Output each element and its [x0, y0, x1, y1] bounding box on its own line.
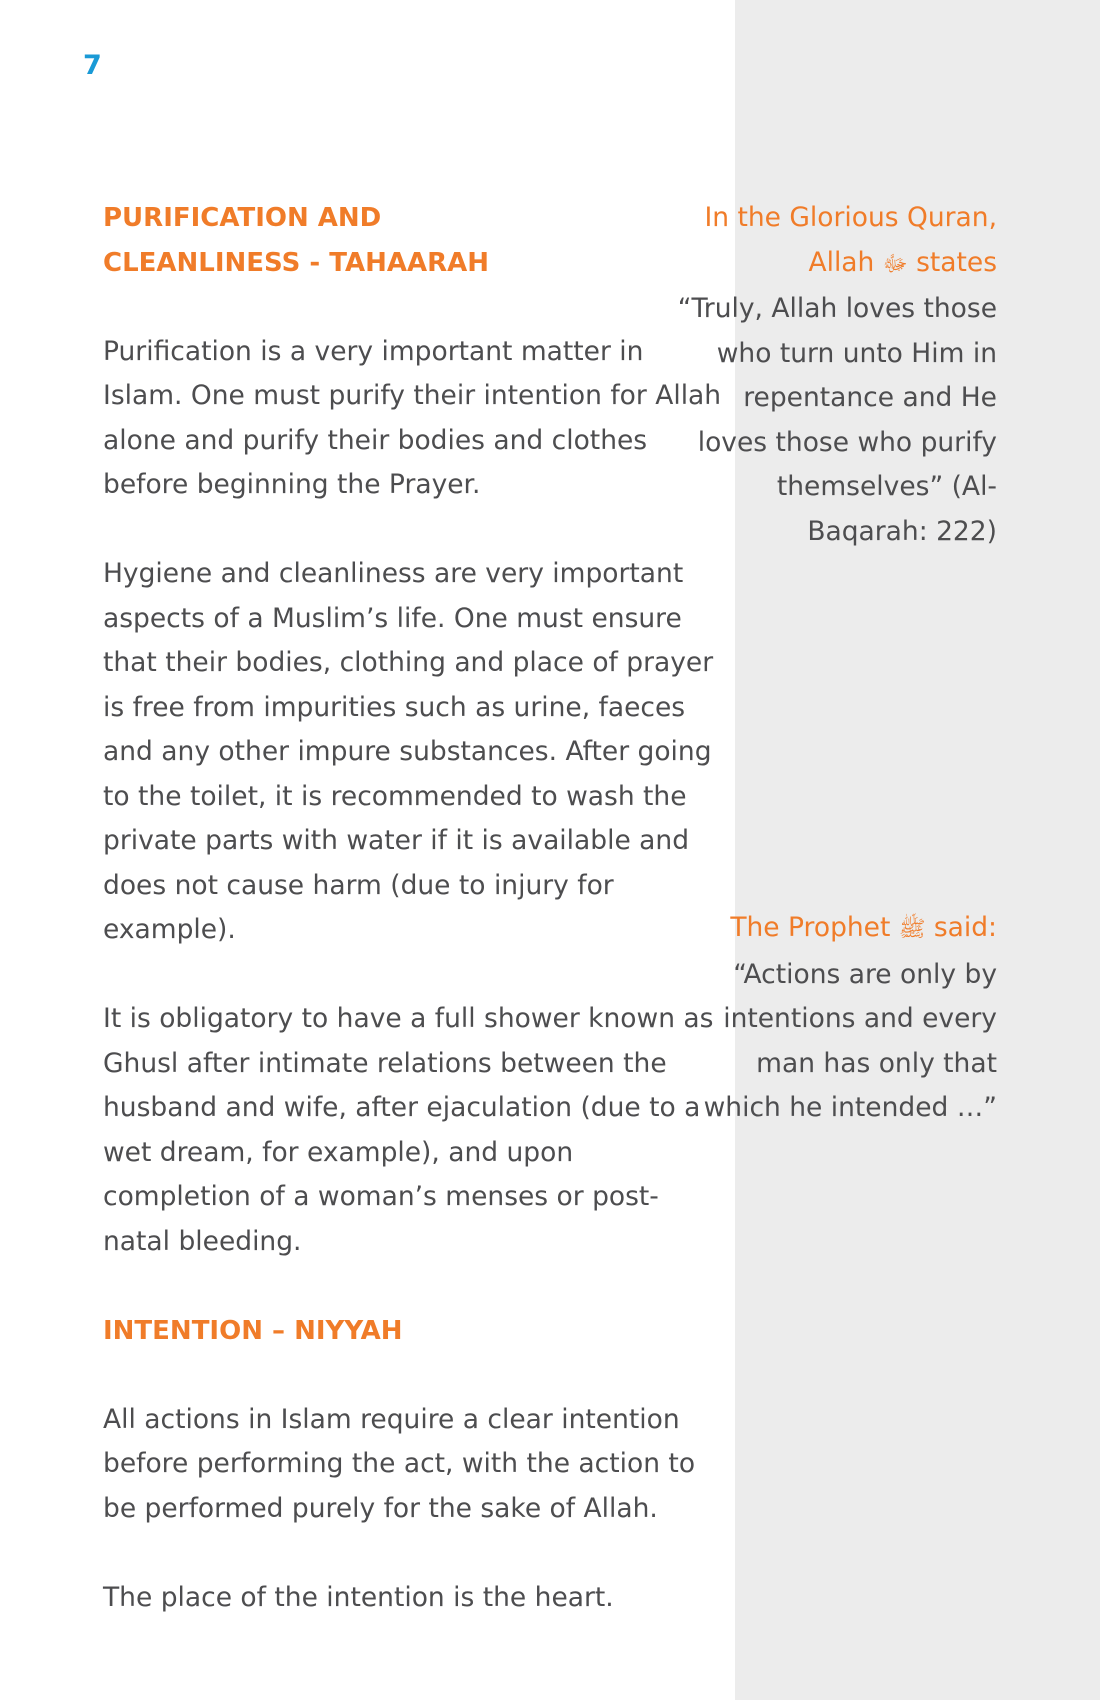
paragraph-purification-intro: Purification is a very important matter in Islam. One must purify their intention for Allah alone and purify their bodies and clothes before beginning the Prayer.: [103, 335, 722, 500]
hadith-quote-block: [677, 906, 997, 1131]
quran-quote-intro: [677, 196, 997, 287]
section-heading-intention: INTENTION – NIYYAH: [103, 1315, 403, 1346]
quran-quote-intro-text: In the Glorious Quran, Allah: [704, 202, 997, 278]
paragraph-ghusl: It is obligatory to have a full shower known as Ghusl after intimate relations between the husband and wife, after ejaculation (due to a wet dream, for example), and upon completion of a woman’s menses or post-natal bleeding.: [103, 1003, 714, 1257]
main-content: [103, 196, 723, 1665]
section-heading-purification: PURIFICATION AND CLEANLINESS - TAHAARAH: [103, 203, 489, 278]
paragraph-hygiene: Hygiene and cleanliness are very important aspects of a Muslim’s life. One must ensure that their bodies, clothing and place of prayer is free from impurities such as urine, faeces and any other impure substances. After going to the toilet, it is recommended to wash the private parts with water if it is available and does not cause harm (due to injury for example).: [103, 558, 714, 945]
honorific-symbol-prophet: ﷺ: [898, 917, 926, 942]
hadith-quote-text: “Actions are only by intentions and every man has only that which he intended …”: [703, 958, 997, 1123]
hadith-quote-intro-text: The Prophet: [730, 912, 891, 943]
hadith-quote-intro-verb: said:: [933, 912, 997, 943]
hadith-quote-intro: [677, 906, 997, 953]
paragraph-heart: The place of the intention is the heart.: [103, 1581, 614, 1613]
quran-quote-intro-verb: states: [916, 246, 997, 278]
paragraph-intention: All actions in Islam require a clear intention before performing the act, with the action to be performed purely for the sake of Allah.: [103, 1403, 696, 1524]
honorific-symbol-allah: ﷻ: [882, 251, 908, 277]
page-number: 7: [83, 50, 102, 81]
quran-quote-text: “Truly, Allah loves those who turn unto Him in repentance and He loves those who purify themselves” (Al-Baqarah: 222): [677, 293, 997, 547]
quran-quote-block: [677, 196, 997, 554]
